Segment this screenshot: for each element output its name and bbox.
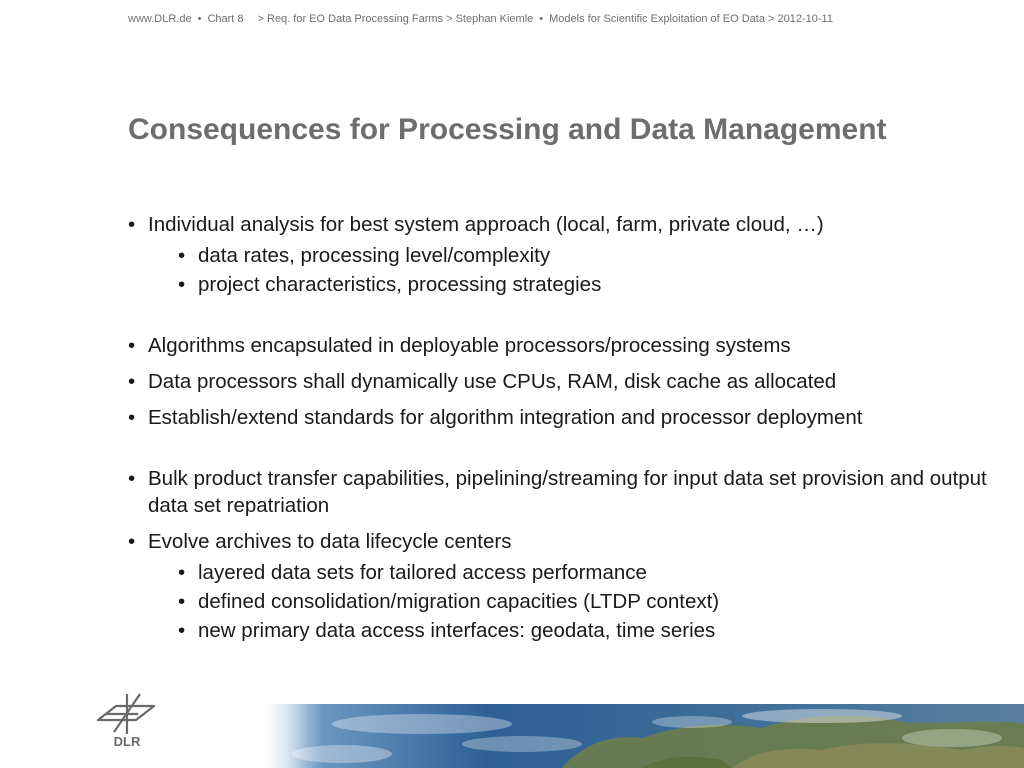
bullet-list (128, 211, 988, 644)
bullet-item: • Establish/extend standards for algorithm integration and processor deployment (128, 404, 988, 431)
header-site: www.DLR.de (128, 13, 192, 25)
bullet-item: • Algorithms encapsulated in deployable processors/processing systems (128, 332, 988, 359)
sub-bullet-item: • project characteristics, processing strategies (178, 271, 988, 298)
logo-text: DLR (113, 734, 141, 748)
bullet-item: • Individual analysis for best system approach (local, farm, private cloud, …) (128, 211, 988, 238)
earth-image-band (262, 704, 1024, 768)
dlr-logo (94, 690, 158, 748)
bullet-item: • Data processors shall dynamically use CPUs, RAM, disk cache as allocated (128, 368, 988, 395)
bullet-item: • Bulk product transfer capabilities, pipelining/streaming for input data set provision and output data set repatriation (128, 465, 988, 519)
sub-bullet-item: • defined consolidation/migration capacities (LTDP context) (178, 588, 988, 615)
header-chart: Chart 8 (207, 13, 244, 25)
header-breadcrumb: > Req. for EO Data Processing Farms > Stephan Kiemle (257, 13, 534, 25)
sub-bullet-item: • layered data sets for tailored access performance (178, 559, 988, 586)
sub-bullet-item: • data rates, processing level/complexity (178, 242, 988, 269)
header-topic: Models for Scientific Exploitation of EO Data > 2012-10-11 (549, 13, 833, 25)
bullet-item: • Evolve archives to data lifecycle centers (128, 528, 988, 555)
slide-title: Consequences for Processing and Data Management (128, 113, 887, 146)
header-dot-separator: • (197, 13, 202, 25)
sub-bullet-item: • new primary data access interfaces: geodata, time series (178, 617, 988, 644)
header-dot-separator: • (539, 13, 544, 25)
slide-header (128, 13, 833, 25)
